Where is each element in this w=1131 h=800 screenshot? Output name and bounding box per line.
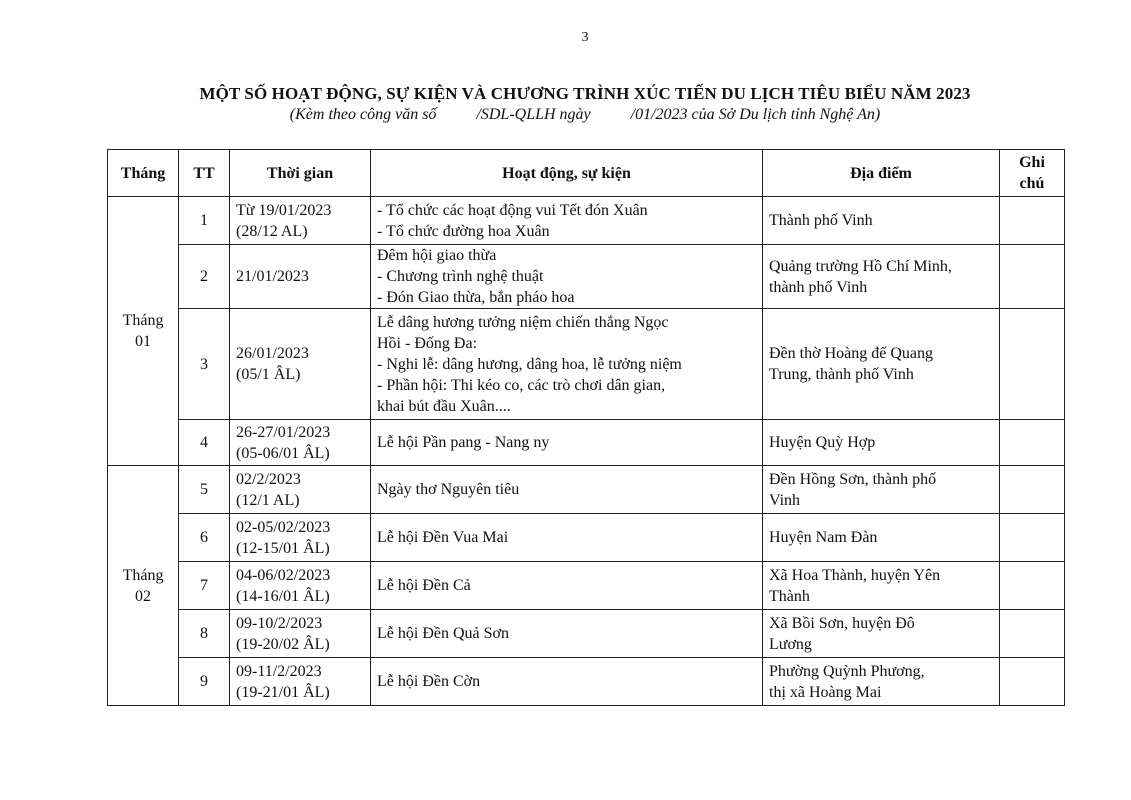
location-line: thành phố Vinh xyxy=(769,278,868,296)
table-body xyxy=(108,197,1065,706)
activity-line: Lễ hội Đền Cờn xyxy=(377,673,481,690)
note-cell xyxy=(1000,466,1065,514)
activity-line: - Nghi lễ: dâng hương, dâng hoa, lễ tưởng niệm xyxy=(377,355,682,373)
activity-cell xyxy=(371,466,763,514)
time-cell xyxy=(230,514,371,562)
month-label: 02 xyxy=(135,587,151,605)
activity-line: - Tổ chức đường hoa Xuân xyxy=(377,222,550,240)
location-line: Lương xyxy=(769,635,812,653)
activity-line: Lễ hội Pần pang - Nang ny xyxy=(377,434,550,451)
activity-cell xyxy=(371,514,763,562)
time-line: 26-27/01/2023 xyxy=(236,423,331,441)
activity-line: - Chương trình nghệ thuật xyxy=(377,268,544,285)
document-subtitle xyxy=(0,106,1131,124)
time-cell xyxy=(230,309,371,420)
location-line: Đền thờ Hoàng đế Quang xyxy=(769,345,933,362)
time-line: (12/1 AL) xyxy=(236,491,300,509)
time-cell xyxy=(230,562,371,610)
location-line: Đền Hồng Sơn, thành phố xyxy=(769,470,937,488)
subtitle-part-3: /01/2023 của Sở Du lịch tỉnh Nghệ An) xyxy=(630,106,881,123)
table-row xyxy=(108,245,1065,309)
location-line: Quảng trường Hồ Chí Minh, xyxy=(769,257,952,275)
header-activity: Hoạt động, sự kiện xyxy=(371,150,763,197)
location-line: Trung, thành phố Vinh xyxy=(769,366,914,383)
table-row xyxy=(108,466,1065,514)
location-line: Thành xyxy=(769,587,810,605)
month-label: Tháng xyxy=(122,312,164,329)
note-cell xyxy=(1000,658,1065,706)
location-line: Xã Hoa Thành, huyện Yên xyxy=(769,566,941,584)
time-cell xyxy=(230,197,371,245)
activity-cell xyxy=(371,610,763,658)
time-cell xyxy=(230,245,371,309)
activity-cell xyxy=(371,420,763,466)
time-line: (28/12 AL) xyxy=(236,222,308,240)
location-line: Xã Bồi Sơn, huyện Đô xyxy=(769,614,915,632)
table-row xyxy=(108,420,1065,466)
table-row xyxy=(108,309,1065,420)
tt-cell: 2 xyxy=(179,245,230,309)
note-cell xyxy=(1000,562,1065,610)
location-cell xyxy=(763,466,1000,514)
activity-line: Lễ hội Đền Cả xyxy=(377,577,471,594)
time-line: (05-06/01 ÂL) xyxy=(236,444,330,462)
note-cell xyxy=(1000,610,1065,658)
activity-line: khai bút đầu Xuân.... xyxy=(377,397,511,415)
location-cell xyxy=(763,610,1000,658)
table-row xyxy=(108,514,1065,562)
activity-cell xyxy=(371,309,763,420)
tt-cell: 3 xyxy=(179,309,230,420)
activity-line: Lễ dâng hương tưởng niệm chiến thắng Ngọc xyxy=(377,313,669,331)
header-time: Thời gian xyxy=(230,150,371,197)
location-line: Phường Quỳnh Phương, xyxy=(769,662,925,680)
location-line: Huyện Nam Đàn xyxy=(769,529,878,546)
note-cell xyxy=(1000,514,1065,562)
location-line: Huyện Quỳ Hợp xyxy=(769,434,876,451)
time-line: (14-16/01 ÂL) xyxy=(236,587,330,605)
table-row xyxy=(108,610,1065,658)
location-cell xyxy=(763,309,1000,420)
events-table xyxy=(107,149,1065,706)
time-line: (12-15/01 ÂL) xyxy=(236,539,330,557)
activity-line: - Đón Giao thừa, bắn pháo hoa xyxy=(377,289,575,306)
table-header-row xyxy=(108,150,1065,197)
location-cell xyxy=(763,420,1000,466)
note-cell xyxy=(1000,420,1065,466)
activity-cell xyxy=(371,658,763,706)
header-tt: TT xyxy=(179,150,230,197)
activity-cell xyxy=(371,245,763,309)
tt-cell: 6 xyxy=(179,514,230,562)
activity-line: Hồi - Đống Đa: xyxy=(377,334,477,352)
time-line: (05/1 ÂL) xyxy=(236,366,301,383)
activity-line: - Phần hội: Thi kéo co, các trò chơi dân gian, xyxy=(377,376,666,394)
time-cell xyxy=(230,658,371,706)
month-cell xyxy=(108,197,179,466)
month-label: Tháng xyxy=(122,566,164,584)
time-cell xyxy=(230,420,371,466)
header-location: Địa điểm xyxy=(763,150,1000,197)
activity-cell xyxy=(371,562,763,610)
tt-cell: 1 xyxy=(179,197,230,245)
time-line: 09-10/2/2023 xyxy=(236,614,323,632)
month-label: 01 xyxy=(135,333,151,350)
activity-line: Đêm hội giao thừa xyxy=(377,247,497,264)
header-note: Ghi chú xyxy=(1000,150,1065,197)
tt-cell: 5 xyxy=(179,466,230,514)
activity-line: Ngày thơ Nguyên tiêu xyxy=(377,481,520,498)
note-cell xyxy=(1000,309,1065,420)
note-cell xyxy=(1000,245,1065,309)
tt-cell: 4 xyxy=(179,420,230,466)
location-cell xyxy=(763,658,1000,706)
location-cell xyxy=(763,562,1000,610)
activity-line: Lễ hội Đền Quả Sơn xyxy=(377,625,509,642)
time-line: (19-20/02 ÂL) xyxy=(236,635,330,653)
tt-cell: 9 xyxy=(179,658,230,706)
time-line: 21/01/2023 xyxy=(236,268,309,285)
time-line: Từ 19/01/2023 xyxy=(236,201,332,219)
subtitle-part-2: /SDL-QLLH ngày xyxy=(476,106,591,123)
location-line: Thành phố Vinh xyxy=(769,212,873,229)
time-line: (19-21/01 ÂL) xyxy=(236,683,330,701)
time-cell xyxy=(230,466,371,514)
time-line: 02/2/2023 xyxy=(236,470,301,488)
table-row xyxy=(108,562,1065,610)
page-number: 3 xyxy=(581,30,589,45)
note-cell xyxy=(1000,197,1065,245)
activity-line: - Tổ chức các hoạt động vui Tết đón Xuân xyxy=(377,201,648,219)
time-line: 04-06/02/2023 xyxy=(236,566,331,584)
time-line: 26/01/2023 xyxy=(236,345,309,362)
location-cell xyxy=(763,514,1000,562)
location-cell xyxy=(763,197,1000,245)
location-line: thị xã Hoàng Mai xyxy=(769,683,882,701)
header-month: Tháng xyxy=(108,150,179,197)
tt-cell: 8 xyxy=(179,610,230,658)
location-cell xyxy=(763,245,1000,309)
table-row xyxy=(108,658,1065,706)
subtitle-part-1: (Kèm theo công văn số xyxy=(289,106,437,123)
activity-cell xyxy=(371,197,763,245)
table-row xyxy=(108,197,1065,245)
month-cell xyxy=(108,466,179,706)
time-line: 02-05/02/2023 xyxy=(236,518,331,536)
tt-cell: 7 xyxy=(179,562,230,610)
location-line: Vinh xyxy=(769,491,801,509)
activity-line: Lễ hội Đền Vua Mai xyxy=(377,529,509,546)
document-title: MỘT SỐ HOẠT ĐỘNG, SỰ KIỆN VÀ CHƯƠNG TRÌNH XÚC TIẾN DU LỊCH TIÊU BIỂU NĂM 2023 xyxy=(199,84,971,103)
time-line: 09-11/2/2023 xyxy=(236,662,322,680)
time-cell xyxy=(230,610,371,658)
